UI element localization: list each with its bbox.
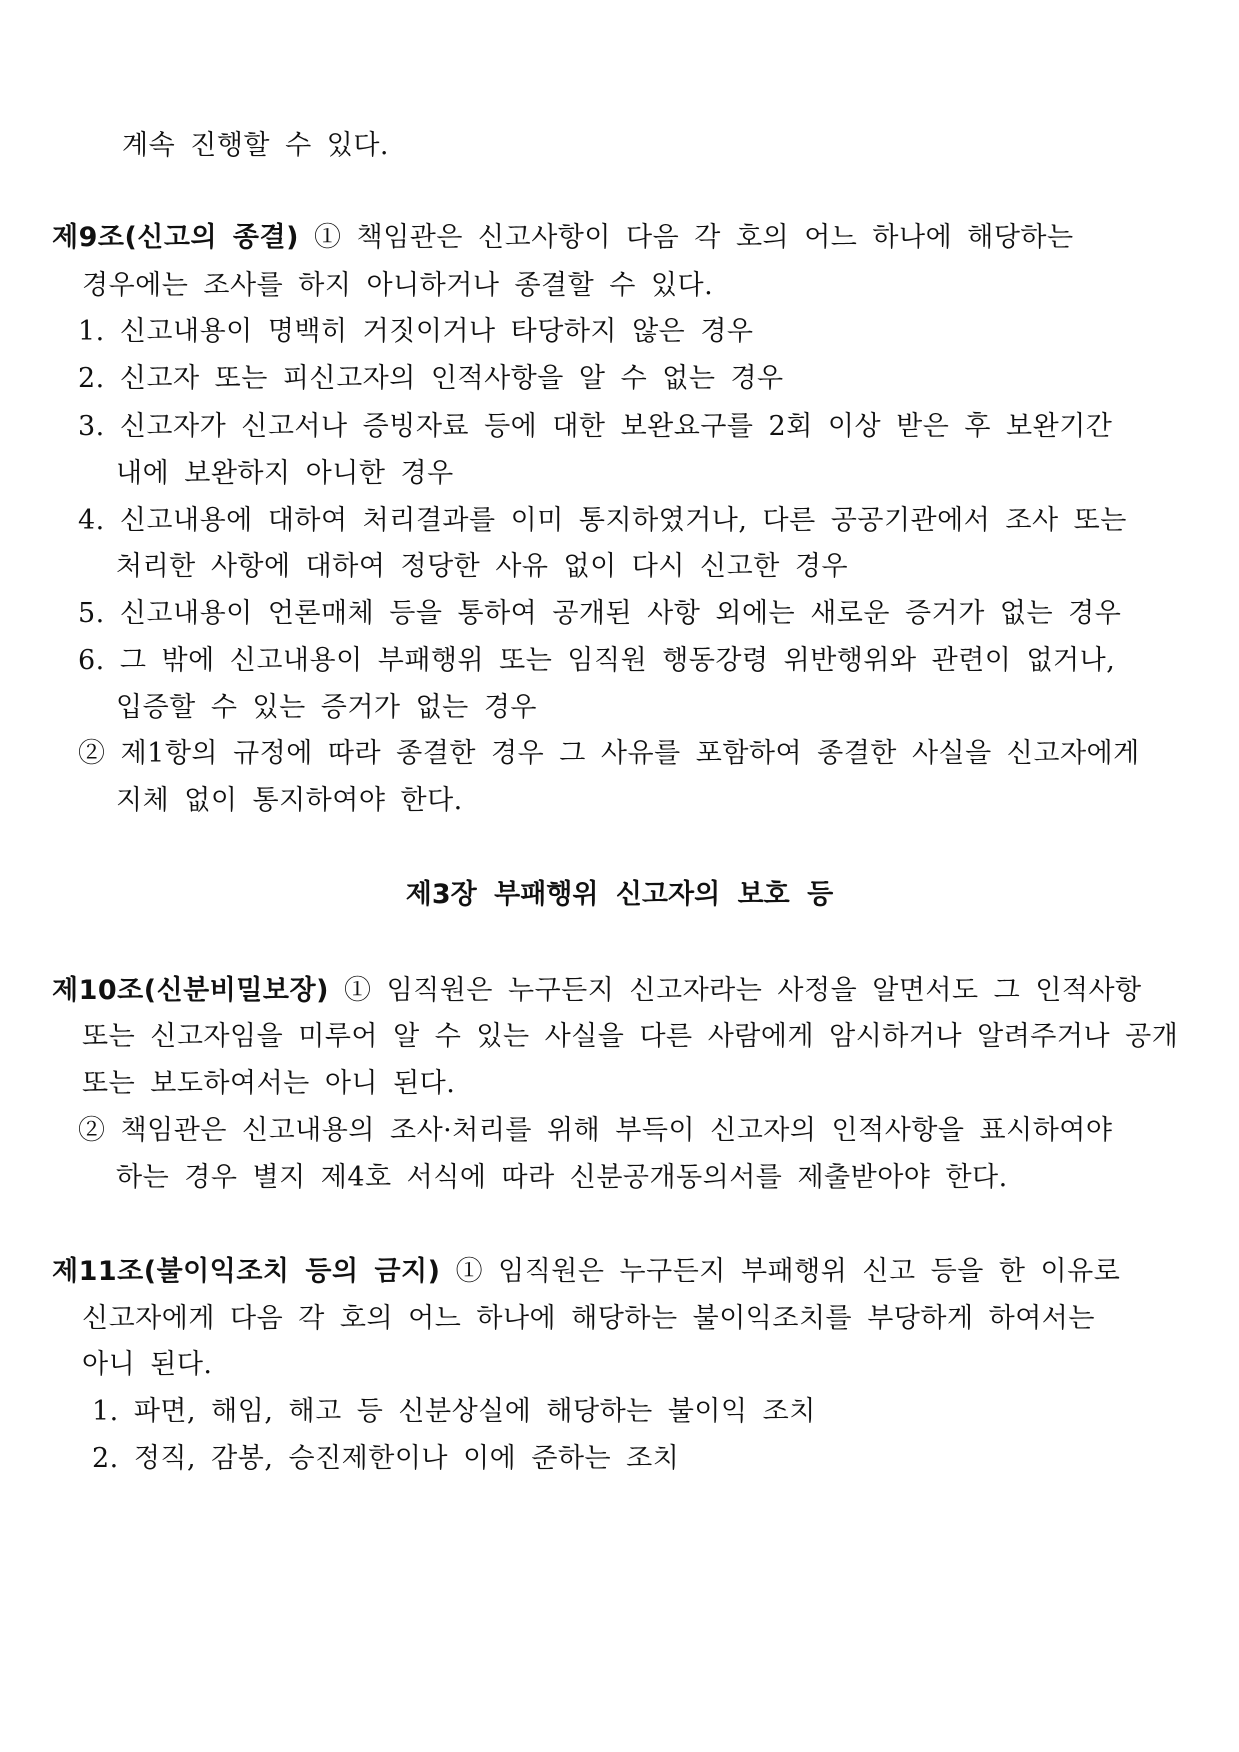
article-9-item-4a: 4. 신고내용에 대하여 처리결과를 이미 통지하였거나, 다른 공공기관에서 조사 또는: [78, 505, 1127, 536]
article-11-heading: [52, 1254, 1121, 1290]
article-9-para2a: ② 제1항의 규정에 따라 종결한 경우 그 사유를 포함하여 종결한 사실을 신고자에게: [78, 738, 1140, 769]
article-9-item-3b: 내에 보완하지 아니한 경우: [116, 458, 454, 489]
article-9-item-6a: 6. 그 밖에 신고내용이 부패행위 또는 임직원 행동강령 위반행위와 관련이 없거나,: [78, 645, 1116, 676]
article-11-title: 제11조(불이익조치 등의 금지): [52, 1256, 441, 1287]
article-9-para2b: 지체 없이 통지하여야 한다.: [116, 785, 463, 816]
continuation-line: 계속 진행할 수 있다.: [122, 130, 389, 161]
article-9-item-6b: 입증할 수 있는 증거가 없는 경우: [116, 692, 537, 723]
article-9-title: 제9조(신고의 종결): [52, 222, 299, 253]
article-9-para1-start: ① 책임관은 신고사항이 다음 각 호의 어느 하나에 해당하는: [314, 222, 1074, 253]
article-9-item-2: 2. 신고자 또는 피신고자의 인적사항을 알 수 없는 경우: [78, 363, 784, 394]
article-11-item-2: 2. 정직, 감봉, 승진제한이나 이에 준하는 조치: [92, 1443, 680, 1474]
article-10-para2b: 하는 경우 별지 제4호 서식에 따라 신분공개동의서를 제출받아야 한다.: [116, 1162, 1008, 1193]
article-9-item-1: 1. 신고내용이 명백히 거짓이거나 타당하지 않은 경우: [78, 316, 754, 347]
article-11-para1-start: ① 임직원은 누구든지 부패행위 신고 등을 한 이유로: [455, 1256, 1121, 1287]
article-9-heading: [52, 220, 1074, 256]
article-10-para1-cont1: 또는 신고자임을 미루어 알 수 있는 사실을 다른 사람에게 암시하거나 알려주거나 공개: [82, 1021, 1179, 1052]
article-10-heading: [52, 973, 1142, 1009]
article-9-item-5: 5. 신고내용이 언론매체 등을 통하여 공개된 사항 외에는 새로운 증거가 없는 경우: [78, 598, 1122, 629]
article-10-para2a: ② 책임관은 신고내용의 조사·처리를 위해 부득이 신고자의 인적사항을 표시하여야: [78, 1115, 1113, 1146]
article-10-title: 제10조(신분비밀보장): [52, 975, 329, 1006]
article-10-para1-cont2: 또는 보도하여서는 아니 된다.: [82, 1068, 456, 1099]
chapter-3-heading: 제3장 부패행위 신고자의 보호 등: [405, 879, 834, 910]
article-9-para1-cont: 경우에는 조사를 하지 아니하거나 종결할 수 있다.: [82, 270, 714, 301]
article-9-item-4b: 처리한 사항에 대하여 정당한 사유 없이 다시 신고한 경우: [116, 551, 849, 582]
article-9-item-3a: 3. 신고자가 신고서나 증빙자료 등에 대한 보완요구를 2회 이상 받은 후 보완기간: [78, 411, 1113, 442]
article-10-para1-start: ① 임직원은 누구든지 신고자라는 사정을 알면서도 그 인적사항: [344, 975, 1142, 1006]
article-11-para1-cont2: 아니 된다.: [82, 1349, 213, 1380]
article-11-item-1: 1. 파면, 해임, 해고 등 신분상실에 해당하는 불이익 조치: [92, 1396, 816, 1427]
article-11-para1-cont1: 신고자에게 다음 각 호의 어느 하나에 해당하는 불이익조치를 부당하게 하여서는: [82, 1303, 1095, 1334]
